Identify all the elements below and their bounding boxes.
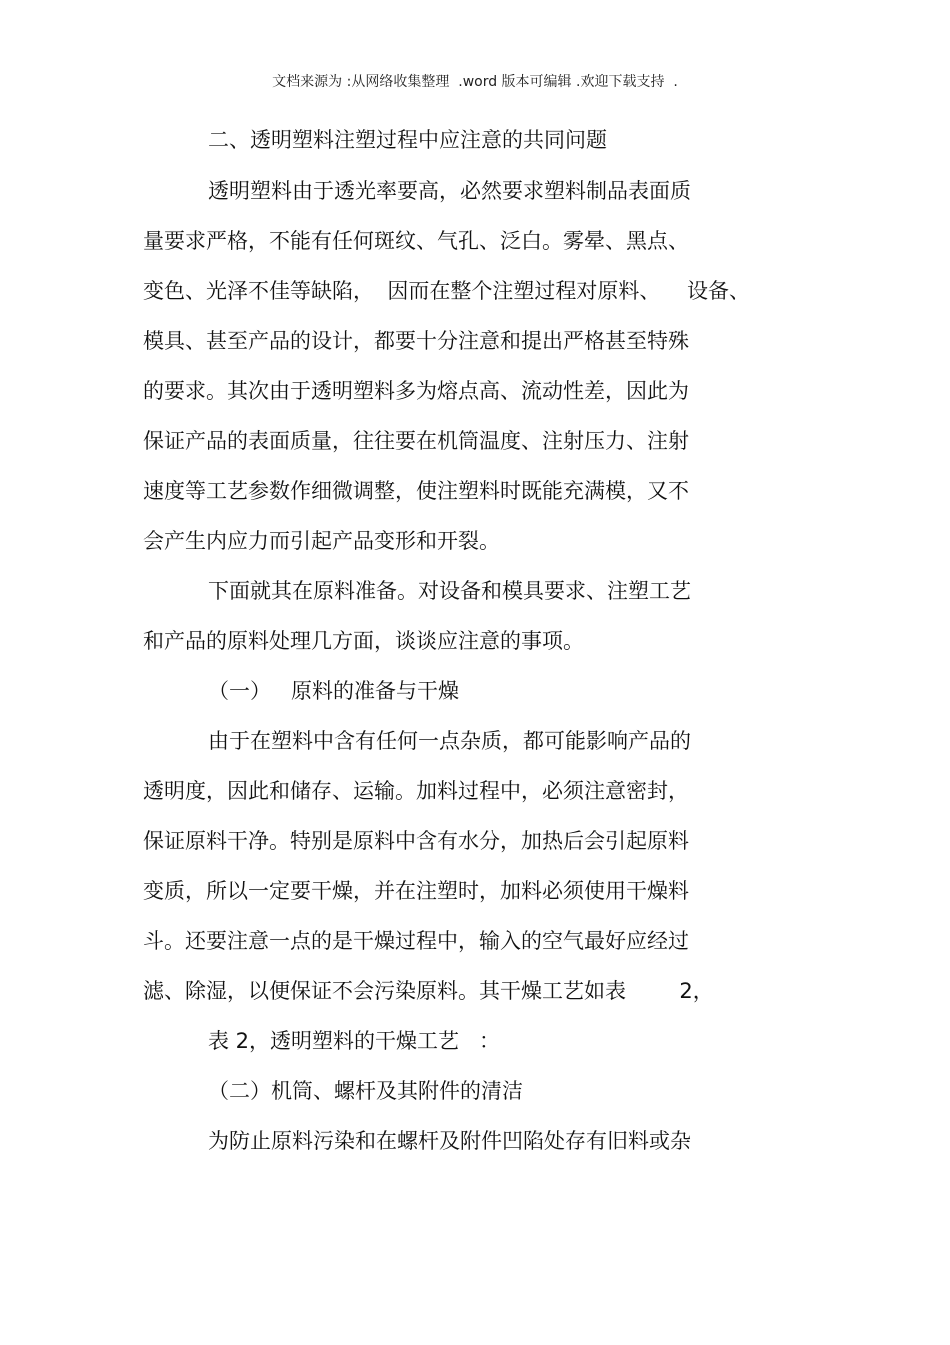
paragraph-line: 会产生内应力而引起产品变形和开裂。 <box>143 529 500 553</box>
page-header: 文档来源为 :从网络收集整理 .word 版本可编辑 .欢迎下载支持 . <box>272 74 678 90</box>
paragraph-line: 变质，所以一定要干燥，并在注塑时，加料必须使用干燥料 <box>143 879 689 903</box>
section-heading: 二、透明塑料注塑过程中应注意的共同问题 <box>208 128 607 152</box>
paragraph-line: 的要求。其次由于透明塑料多为熔点高、流动性差，因此为 <box>143 379 689 403</box>
paragraph-line: 保证原料干净。特别是原料中含有水分，加热后会引起原料 <box>143 829 689 853</box>
paragraph-line: 速度等工艺参数作细微调整，使注塑料时既能充满模，又不 <box>143 479 689 503</box>
paragraph-line: 保证产品的表面质量，往往要在机筒温度、注射压力、注射 <box>143 429 689 453</box>
paragraph-line: 透明塑料由于透光率要高，必然要求塑料制品表面质 <box>208 179 691 203</box>
paragraph-line: 量要求严格，不能有任何斑纹、气孔、泛白。雾晕、黑点、 <box>143 229 689 253</box>
subsection-heading: （一） 原料的准备与干燥 <box>208 679 460 703</box>
paragraph-line: 变色、光泽不佳等缺陷， 因而在整个注塑过程对原料、 设备、 <box>143 279 751 303</box>
paragraph-line: 模具、甚至产品的设计，都要十分注意和提出严格甚至特殊 <box>143 329 689 353</box>
paragraph-line: 下面就其在原料准备。对设备和模具要求、注塑工艺 <box>208 579 691 603</box>
paragraph-line: 为防止原料污染和在螺杆及附件凹陷处存有旧料或杂 <box>208 1129 691 1153</box>
paragraph-line: 和产品的原料处理几方面，谈谈应注意的事项。 <box>143 629 584 653</box>
paragraph-line: 透明度，因此和储存、运输。加料过程中，必须注意密封， <box>143 779 689 803</box>
paragraph-line: 由于在塑料中含有任何一点杂质，都可能影响产品的 <box>208 729 691 753</box>
table-caption: 表 2，透明塑料的干燥工艺 ： <box>208 1029 501 1053</box>
paragraph-line: 滤、除湿，以便保证不会污染原料。其干燥工艺如表 2， <box>143 979 714 1003</box>
subsection-heading: （二）机筒、螺杆及其附件的清洁 <box>208 1079 523 1103</box>
paragraph-line: 斗。还要注意一点的是干燥过程中，输入的空气最好应经过 <box>143 929 689 953</box>
